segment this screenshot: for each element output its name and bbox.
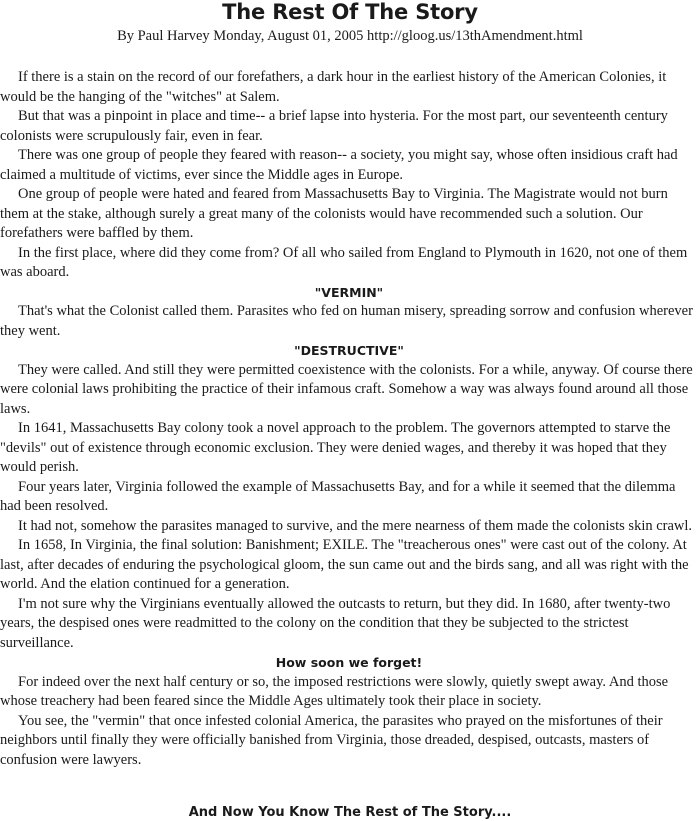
paragraph: One group of people were hated and feared from Massachusetts Bay to Virginia. The Magistrate would not burn them at the stake, although surely a great many of the colonists would have recommended such a solution. Our forefathers were baffled by them. [0,186,668,241]
document-byline: By Paul Harvey Monday, August 01, 2005 http://gloog.us/13thAmendment.html [117,28,583,44]
paragraph: In the first place, where did they come from? Of all who sailed from England to Plymouth in 1620, not one of them was aboard. [0,244,688,280]
paragraph: It had not, somehow the parasites managed to survive, and the mere nearness of them made the colonists skin crawl. [18,517,693,534]
section-heading-destructive: "DESTRUCTIVE" [294,343,404,358]
paragraph: In 1641, Massachusetts Bay colony took a novel approach to the problem. The governors attempted to starve the "devils" out of existence through economic exclusion. They were denied wages, and thereby it was hoped that they would perish. [0,420,671,475]
document-title: The Rest Of The Story [222,0,478,24]
paragraph: That's what the Colonist called them. Parasites who fed on human misery, spreading sorrow and confusion wherever they went. [0,303,693,339]
paragraph: They were called. And still they were permitted coexistence with the colonists. For a while, anyway. Of course there were colonial laws prohibiting the practice of their infamous craft. Somehow a way was always found around all those laws. [0,361,693,417]
paragraph: In 1658, In Virginia, the final solution: Banishment; EXILE. The "treacherous ones" were cast out of the colony. At last, after decades of enduring the psychological gloom, the sun came out and the birds sang, and all was right with the world. And the elation continued for a generation. [0,537,689,592]
paragraph: You see, the "vermin" that once infested colonial America, the parasites who prayed on the misfortunes of their neighbors until finally they were officially banished from Virginia, those dreaded, despised, outcasts, masters of confusion were lawyers. [0,712,663,768]
paragraph: Four years later, Virginia followed the example of Massachusetts Bay, and for a while it seemed that the dilemma had been resolved. [0,478,676,514]
paragraph: There was one group of people they feared with reason-- a society, you might say, whose often insidious craft had claimed a multitude of victims, ever since the Middle ages in Europe. [0,147,678,183]
document-body [0,68,698,770]
paragraph: I'm not sure why the Virginians eventually allowed the outcasts to return, but they did. In 1680, after twenty-two years, the despised ones were readmitted to the colony on the condition that they be subjected to the strictest surveillance. [0,595,671,651]
section-heading-vermin: "VERMIN" [314,284,384,300]
paragraph: If there is a stain on the record of our forefathers, a dark hour in the earliest history of the American Colonies, it would be the hanging of the "witches" at Salem. [0,69,667,105]
paragraph: For indeed over the next half century or so, the imposed restrictions were slowly, quietly swept away. And those whose treachery had been feared since the Middle Ages ultimately took their place in society. [0,673,669,709]
closing-line: And Now You Know The Rest of The Story.... [188,805,512,820]
section-heading-forget: How soon we forget! [275,655,423,670]
paragraph: But that was a pinpoint in place and time-- a brief lapse into hysteria. For the most part, our seventeenth century colonists were scrupulously fair, even in fear. [0,108,668,144]
